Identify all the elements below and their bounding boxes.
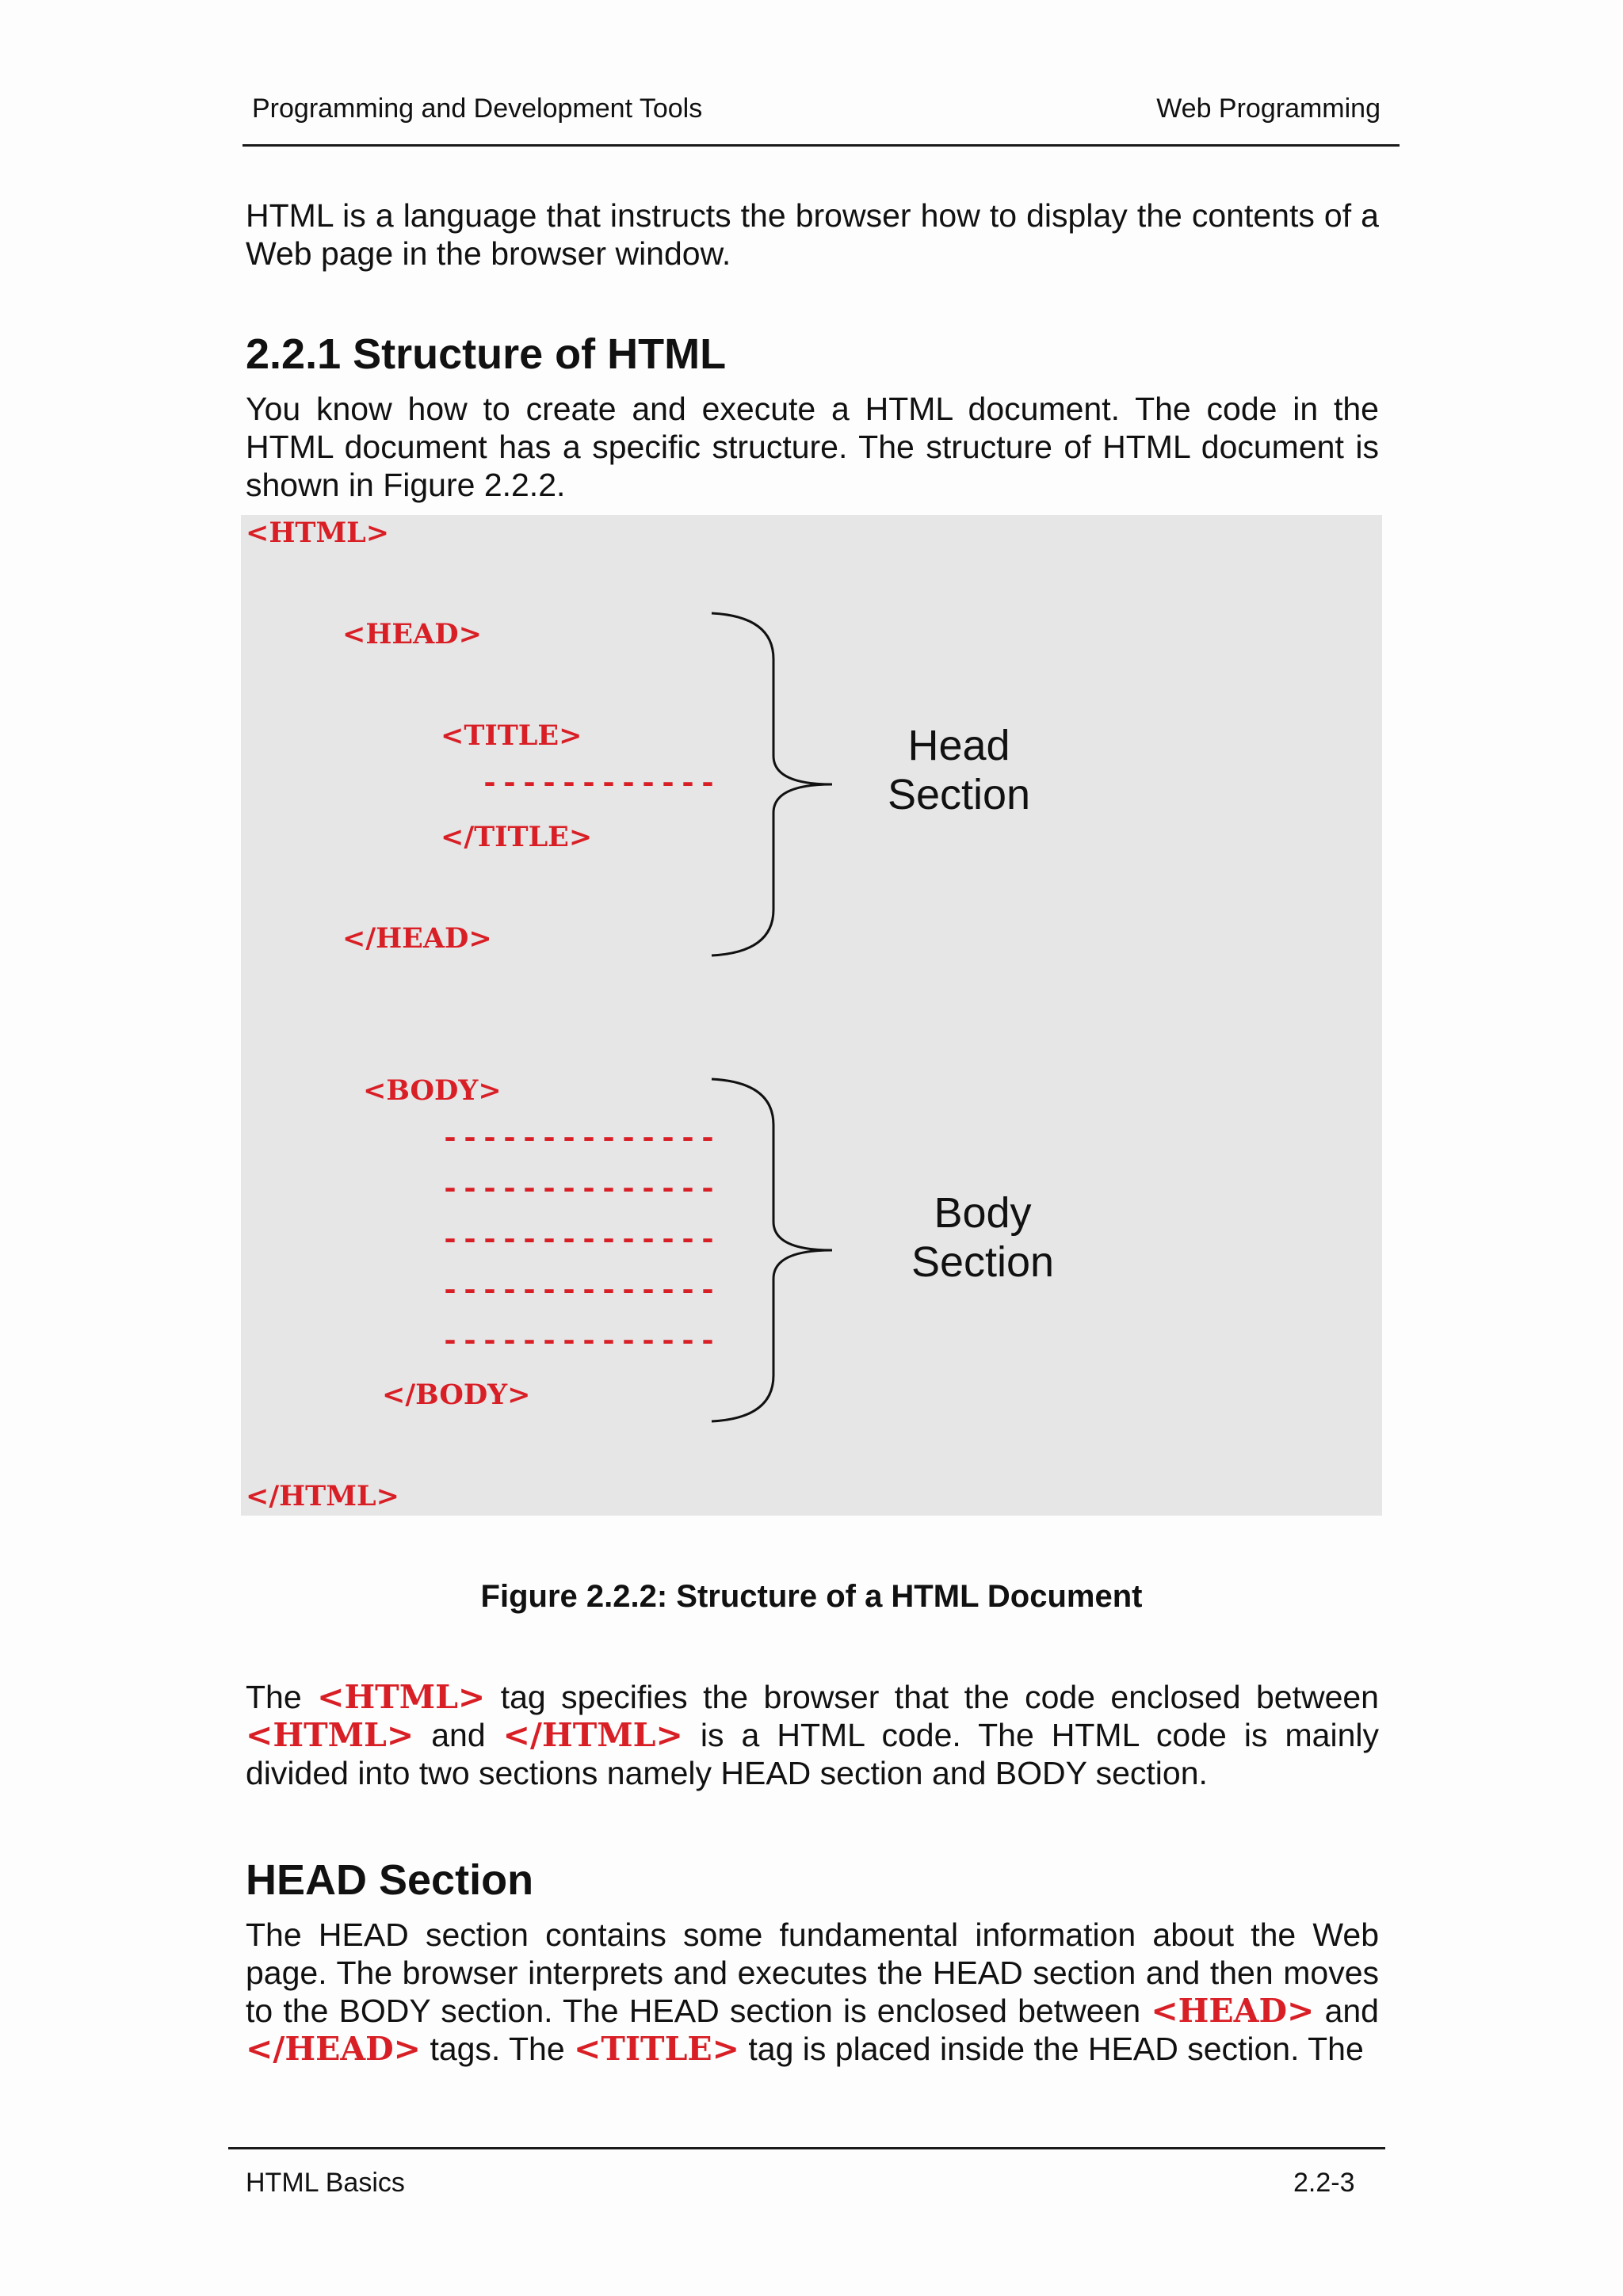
header-rule: [242, 144, 1400, 147]
code-html-close: </HTML>: [246, 1480, 399, 1512]
inline-tag: <TITLE>: [574, 2030, 739, 2068]
code-body-open: <BODY>: [363, 1074, 502, 1107]
text-run: and: [414, 1717, 503, 1753]
code-title-open: <TITLE>: [441, 719, 582, 752]
code-body-close: </BODY>: [382, 1379, 531, 1411]
html-structure-figure: [241, 515, 1382, 1516]
code-body-line: --------------: [441, 1274, 719, 1310]
figure-caption: Figure 2.2.2: Structure of a HTML Document: [480, 1579, 1143, 1614]
code-html-open: <HTML>: [246, 517, 390, 549]
inline-tag: <HTML>: [317, 1678, 486, 1716]
section-braces: [241, 515, 1382, 1516]
text-run: tag specifies the browser that the code enclosed between: [485, 1679, 1379, 1715]
text-run: tags. The: [421, 2031, 575, 2067]
code-body-line: --------------: [441, 1173, 719, 1208]
code-head-close: </HEAD>: [342, 922, 492, 955]
body-label-line: Body: [934, 1189, 1032, 1237]
structure-paragraph: You know how to create and execute a HTML document. The code in the HTML document has a specific structure. The structure of HTML document is shown in Figure 2.2.2.: [246, 391, 1379, 503]
running-header-right: Web Programming: [1156, 93, 1381, 124]
section-heading-head: HEAD Section: [246, 1856, 534, 1904]
body-section-label: [888, 1188, 1078, 1287]
text-run: The HEAD section contains some fundamental information about the Web page. The browser interprets and executes the HEAD section and then moves to the BODY section. The HEAD section is enclosed between: [246, 1917, 1379, 2029]
section-heading-structure: 2.2.1 Structure of HTML: [246, 330, 727, 378]
inline-tag: </HTML>: [502, 1716, 683, 1754]
html-tag-paragraph: [246, 1678, 1379, 1792]
body-label-line: Section: [911, 1238, 1055, 1286]
code-body-line: --------------: [441, 1325, 719, 1360]
head-section-label: [864, 721, 1054, 819]
code-body-line: --------------: [441, 1223, 719, 1259]
footer-rule: [228, 2147, 1385, 2149]
code-title-close: </TITLE>: [441, 821, 593, 853]
text-run: tag is placed inside the HEAD section. The: [739, 2031, 1364, 2067]
body-brace-icon: [712, 1079, 832, 1421]
head-section-paragraph: [246, 1916, 1379, 2068]
code-body-line: --------------: [441, 1122, 719, 1158]
inline-tag: <HEAD>: [1151, 1992, 1315, 2030]
head-brace-icon: [712, 613, 832, 955]
running-footer-left: HTML Basics: [246, 2168, 405, 2198]
text-run: is a HTML code. The HTML code is mainly divided into two sections namely HEAD section and BODY section.: [246, 1717, 1379, 1791]
inline-tag: </HEAD>: [246, 2030, 422, 2068]
running-header-left: Programming and Development Tools: [252, 93, 703, 124]
inline-tag: <HTML>: [246, 1716, 414, 1754]
head-label-line: Head: [907, 722, 1010, 769]
text-run: and: [1314, 1993, 1379, 2029]
code-head-open: <HEAD>: [342, 618, 482, 650]
code-title-content: ------------: [480, 767, 719, 803]
page-number: 2.2-3: [1293, 2168, 1355, 2198]
intro-paragraph: HTML is a language that instructs the browser how to display the contents of a Web page in the browser window.: [246, 197, 1379, 272]
head-label-line: Section: [887, 771, 1031, 818]
text-run: The: [246, 1679, 318, 1715]
